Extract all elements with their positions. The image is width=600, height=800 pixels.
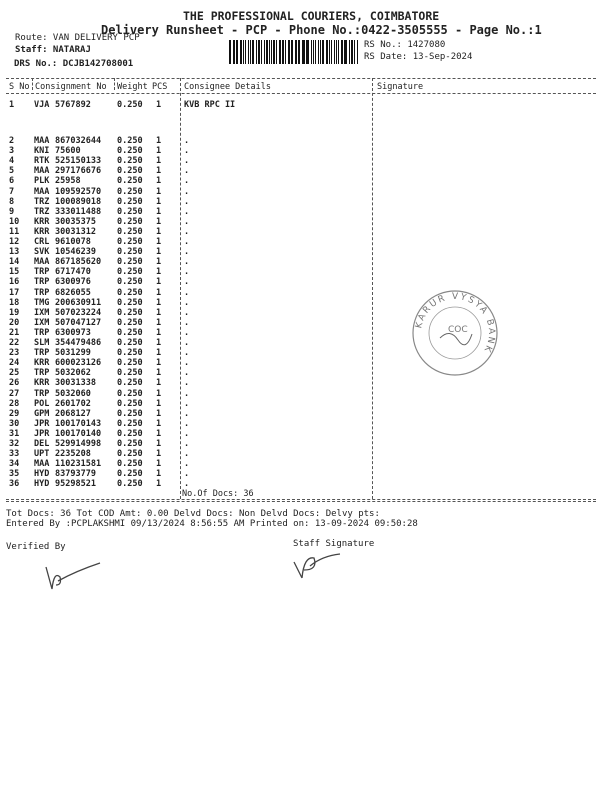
barcode-bar: [234, 40, 235, 64]
row-consignment-number: 297176676: [55, 166, 102, 177]
row-pcs: 1: [156, 247, 162, 258]
row-consignment-code: MAA: [34, 166, 50, 177]
row-sno: 27: [9, 388, 20, 399]
barcode-bar: [229, 40, 231, 64]
row-pcs: 1: [156, 100, 162, 110]
barcode-bar: [331, 40, 332, 64]
row-consignee: .: [184, 317, 190, 328]
row-consignment-number: 9610078: [55, 237, 91, 247]
row-sno: 35: [9, 469, 20, 480]
row-pcs: 1: [156, 338, 162, 348]
row-consignment-code: KRR: [34, 226, 50, 237]
row-weight: 0.250: [117, 327, 143, 338]
row-consignee: .: [184, 368, 190, 379]
row-weight: 0.250: [117, 257, 143, 268]
row-weight: 0.250: [117, 338, 143, 348]
row-consignee: .: [184, 196, 190, 207]
row-consignment-number: 109592570: [55, 186, 102, 197]
barcode-bar: [288, 40, 289, 64]
row-consignment-code: KRR: [34, 216, 50, 227]
row-sno: 11: [9, 226, 20, 237]
row-consignment-number: 100170143: [55, 418, 102, 429]
row-weight: 0.250: [117, 166, 143, 177]
row-sno: 16: [9, 277, 20, 288]
verified-by-label: Verified By: [6, 542, 66, 552]
row-pcs: 1: [156, 378, 162, 389]
row-consignment-code: KRR: [34, 358, 50, 369]
barcode-bar: [256, 40, 257, 64]
row-sno: 17: [9, 287, 20, 298]
row-pcs: 1: [156, 348, 162, 359]
row-weight: 0.250: [117, 368, 143, 379]
row-sno: 1: [9, 100, 15, 110]
row-weight: 0.250: [117, 449, 143, 460]
row-consignee: .: [184, 176, 190, 187]
row-sno: 36: [9, 479, 20, 490]
route-label: Route: VAN DELIVERY PCP: [15, 33, 140, 43]
row-consignment-number: 100089018: [55, 196, 102, 207]
row-sno: 8: [9, 196, 15, 207]
drs-number: DRS No.: DCJB142708001: [14, 59, 134, 69]
row-consignee: .: [184, 408, 190, 419]
row-consignment-number: 867032644: [55, 136, 102, 146]
row-pcs: 1: [156, 146, 162, 157]
row-consignment-number: 507047127: [55, 317, 102, 328]
row-pcs: 1: [156, 206, 162, 217]
barcode-bar: [282, 40, 284, 64]
row-sno: 31: [9, 428, 20, 439]
row-pcs: 1: [156, 166, 162, 177]
row-weight: 0.250: [117, 358, 143, 369]
row-consignment-number: 6300976: [55, 277, 91, 288]
row-weight: 0.250: [117, 277, 143, 288]
row-consignment-number: 83793779: [55, 469, 96, 480]
col-header-consignment: Consignment No: [35, 82, 107, 92]
row-sno: 13: [9, 247, 20, 258]
row-consignment-code: POL: [34, 398, 50, 409]
barcode-bar: [261, 40, 262, 64]
row-consignment-code: JPR: [34, 428, 50, 439]
col-divider: [32, 78, 33, 90]
row-weight: 0.250: [117, 287, 143, 298]
row-sno: 10: [9, 216, 20, 227]
row-consignment-number: 600023126: [55, 358, 102, 369]
row-sno: 30: [9, 418, 20, 429]
row-pcs: 1: [156, 408, 162, 419]
row-sno: 23: [9, 348, 20, 359]
row-weight: 0.250: [117, 479, 143, 490]
row-consignment-number: 200630911: [55, 297, 102, 308]
row-consignee: .: [184, 388, 190, 399]
row-weight: 0.250: [117, 136, 143, 146]
barcode-bar: [240, 40, 242, 64]
row-consignment-number: 2235208: [55, 449, 91, 460]
row-weight: 0.250: [117, 428, 143, 439]
row-pcs: 1: [156, 317, 162, 328]
row-weight: 0.250: [117, 237, 143, 247]
row-consignee: .: [184, 338, 190, 348]
barcode-bar: [269, 40, 270, 64]
row-pcs: 1: [156, 216, 162, 227]
row-sno: 34: [9, 459, 20, 470]
row-weight: 0.250: [117, 206, 143, 217]
row-pcs: 1: [156, 297, 162, 308]
barcode-bar: [285, 40, 286, 64]
row-consignee: .: [184, 358, 190, 369]
barcode-bar: [315, 40, 317, 64]
stamp-center-text: COC: [448, 325, 468, 335]
row-consignment-code: MAA: [34, 459, 50, 470]
runsheet-title: Delivery Runsheet - PCP - Phone No.:0422-3505555 - Page No.:1: [101, 23, 542, 37]
barcode-bar: [351, 40, 353, 64]
row-consignment-number: 30031312: [55, 226, 96, 237]
table-bottom-rule: [6, 499, 596, 500]
row-consignment-code: KNI: [34, 146, 50, 157]
barcode-bar: [243, 40, 244, 64]
row-sno: 29: [9, 408, 20, 419]
row-consignment-number: 95298521: [55, 479, 96, 490]
row-consignment-code: SLM: [34, 338, 50, 348]
row-sno: 4: [9, 156, 15, 167]
row-pcs: 1: [156, 287, 162, 298]
row-weight: 0.250: [117, 156, 143, 167]
col-divider: [114, 78, 115, 90]
row-weight: 0.250: [117, 378, 143, 389]
row-consignment-code: UPT: [34, 449, 50, 460]
barcode: [229, 40, 359, 64]
row-consignee: .: [184, 428, 190, 439]
barcode-bar: [289, 40, 290, 64]
bank-stamp: [410, 288, 500, 378]
row-consignment-code: DEL: [34, 439, 50, 449]
col-header-signature: Signature: [377, 82, 424, 92]
company-name: THE PROFESSIONAL COURIERS, COIMBATORE: [183, 9, 440, 23]
row-weight: 0.250: [117, 226, 143, 237]
row-consignee: .: [184, 216, 190, 227]
barcode-bar: [302, 40, 304, 64]
barcode-bar: [354, 40, 355, 64]
row-consignment-number: 5031299: [55, 348, 91, 359]
row-sno: 6: [9, 176, 15, 187]
row-sno: 14: [9, 257, 20, 268]
entered-by-line: Entered By :PCPLAKSHMI 09/13/2024 8:56:55 AM Printed on: 13-09-2024 09:50:28: [6, 519, 418, 529]
barcode-bar: [313, 40, 314, 64]
row-consignment-code: IXM: [34, 307, 50, 318]
row-consignee: .: [184, 459, 190, 470]
rs-number: RS No.: 1427080: [364, 40, 446, 50]
row-pcs: 1: [156, 267, 162, 278]
row-consignment-number: 529914998: [55, 439, 102, 449]
row-sno: 19: [9, 307, 20, 318]
row-consignee: .: [184, 449, 190, 460]
row-sno: 20: [9, 317, 20, 328]
row-sno: 22: [9, 338, 20, 348]
row-consignment-number: 6300973: [55, 327, 91, 338]
row-weight: 0.250: [117, 317, 143, 328]
row-consignment-number: 100170140: [55, 428, 102, 439]
row-consignment-code: MAA: [34, 257, 50, 268]
row-consignment-number: 30035375: [55, 216, 96, 227]
barcode-bar: [336, 40, 337, 64]
row-consignment-code: TRP: [34, 348, 50, 359]
row-consignment-code: TRP: [34, 327, 50, 338]
barcode-bar: [291, 40, 293, 64]
row-weight: 0.250: [117, 247, 143, 258]
row-weight: 0.250: [117, 297, 143, 308]
col-divider: [372, 78, 373, 499]
row-consignment-code: TRP: [34, 277, 50, 288]
row-consignment-code: TMG: [34, 297, 50, 308]
row-pcs: 1: [156, 459, 162, 470]
barcode-bar: [320, 40, 321, 64]
row-weight: 0.250: [117, 267, 143, 278]
row-consignment-code: TRP: [34, 267, 50, 278]
barcode-bar: [329, 40, 330, 64]
row-weight: 0.250: [117, 216, 143, 227]
row-consignee: .: [184, 257, 190, 268]
row-consignment-number: 10546239: [55, 247, 96, 258]
row-pcs: 1: [156, 388, 162, 399]
row-consignee: .: [184, 146, 190, 157]
row-sno: 33: [9, 449, 20, 460]
row-pcs: 1: [156, 469, 162, 480]
staff-signature: [288, 548, 348, 582]
row-consignee: .: [184, 297, 190, 308]
row-weight: 0.250: [117, 348, 143, 359]
barcode-bar: [271, 40, 272, 64]
row-pcs: 1: [156, 449, 162, 460]
row-sno: 32: [9, 439, 20, 449]
barcode-bar: [245, 40, 246, 64]
row-sno: 12: [9, 237, 20, 247]
row-consignee: .: [184, 186, 190, 197]
col-header-pcs: PCS: [152, 82, 168, 92]
table-top-rule: [6, 78, 596, 79]
row-consignment-number: 6826055: [55, 287, 91, 298]
row-sno: 15: [9, 267, 20, 278]
row-consignment-code: IXM: [34, 317, 50, 328]
barcode-bar: [349, 40, 350, 64]
row-weight: 0.250: [117, 388, 143, 399]
barcode-bar: [298, 40, 299, 64]
row-consignee: .: [184, 378, 190, 389]
row-consignee: .: [184, 156, 190, 167]
row-consignment-number: 5032062: [55, 368, 91, 379]
row-sno: 2: [9, 136, 15, 146]
barcode-bar: [295, 40, 297, 64]
col-header-consignee: Consignee Details: [184, 82, 271, 92]
row-consignee: .: [184, 136, 190, 146]
row-pcs: 1: [156, 368, 162, 379]
row-consignment-number: 6717470: [55, 267, 91, 278]
row-consignment-number: 354479486: [55, 338, 102, 348]
row-weight: 0.250: [117, 469, 143, 480]
row-pcs: 1: [156, 136, 162, 146]
barcode-bar: [233, 40, 234, 64]
row-consignment-number: 5767892: [55, 100, 91, 110]
barcode-bar: [276, 40, 277, 64]
row-consignment-code: KRR: [34, 378, 50, 389]
barcode-bar: [306, 40, 307, 64]
row-consignment-number: 333011488: [55, 206, 102, 217]
row-consignee: .: [184, 439, 190, 449]
row-sno: 18: [9, 297, 20, 308]
row-consignee: .: [184, 418, 190, 429]
row-consignment-code: GPM: [34, 408, 50, 419]
rs-date: RS Date: 13-Sep-2024: [364, 52, 473, 62]
barcode-bar: [357, 40, 358, 64]
row-consignment-number: 75600: [55, 146, 81, 157]
barcode-bar: [345, 40, 347, 64]
row-consignee: .: [184, 267, 190, 278]
row-weight: 0.250: [117, 146, 143, 157]
row-pcs: 1: [156, 196, 162, 207]
row-consignment-code: MAA: [34, 136, 50, 146]
barcode-bar: [344, 40, 345, 64]
row-consignment-code: TRP: [34, 368, 50, 379]
row-sno: 5: [9, 166, 15, 177]
row-consignment-code: JPR: [34, 418, 50, 429]
barcode-bar: [250, 40, 252, 64]
row-consignee: .: [184, 166, 190, 177]
col-divider: [180, 78, 181, 499]
row-consignee: .: [184, 479, 190, 490]
row-consignment-code: TRZ: [34, 206, 50, 217]
row-weight: 0.250: [117, 307, 143, 318]
row-pcs: 1: [156, 479, 162, 490]
barcode-bar: [318, 40, 319, 64]
no-of-docs: No.Of Docs: 36: [182, 489, 254, 499]
row-weight: 0.250: [117, 408, 143, 419]
row-consignment-number: 2601702: [55, 398, 91, 409]
row-pcs: 1: [156, 418, 162, 429]
col-header-sno: S No: [9, 82, 30, 92]
table-header-rule: [6, 93, 596, 94]
barcode-bar: [322, 40, 324, 64]
row-pcs: 1: [156, 176, 162, 187]
row-weight: 0.250: [117, 196, 143, 207]
totals-line: Tot Docs: 36 Tot COD Amt: 0.00 Delvd Docs: Non Delvd Docs: Delvy pts:: [6, 509, 380, 519]
row-consignment-number: 25958: [55, 176, 81, 187]
barcode-bar: [338, 40, 339, 64]
row-sno: 3: [9, 146, 15, 157]
row-consignment-number: 525150133: [55, 156, 102, 167]
row-consignment-code: CRL: [34, 237, 50, 247]
row-consignee: .: [184, 327, 190, 338]
row-sno: 21: [9, 327, 20, 338]
barcode-bar: [273, 40, 275, 64]
row-consignment-number: 507023224: [55, 307, 102, 318]
row-pcs: 1: [156, 439, 162, 449]
row-consignee: .: [184, 398, 190, 409]
row-consignment-code: TRP: [34, 388, 50, 399]
row-pcs: 1: [156, 237, 162, 247]
row-consignment-code: HYD: [34, 479, 50, 490]
stamp-bank-text: KARUR VYSYA BANK: [414, 291, 497, 355]
row-pcs: 1: [156, 226, 162, 237]
staff-label: Staff: NATARAJ: [15, 45, 91, 55]
barcode-bar: [252, 40, 254, 64]
row-sno: 28: [9, 398, 20, 409]
row-sno: 26: [9, 378, 20, 389]
row-sno: 9: [9, 206, 15, 217]
row-consignment-number: 5032060: [55, 388, 91, 399]
row-weight: 0.250: [117, 459, 143, 470]
row-consignee: .: [184, 348, 190, 359]
row-pcs: 1: [156, 307, 162, 318]
barcode-bar: [341, 40, 343, 64]
row-consignment-code: PLK: [34, 176, 50, 187]
barcode-bar: [266, 40, 268, 64]
row-consignment-number: 867185620: [55, 257, 102, 268]
row-consignment-code: RTK: [34, 156, 50, 167]
row-consignment-code: VJA: [34, 100, 50, 110]
verifier-signature: [36, 555, 106, 595]
barcode-bar: [264, 40, 265, 64]
row-pcs: 1: [156, 358, 162, 369]
row-pcs: 1: [156, 186, 162, 197]
row-consignment-code: TRP: [34, 287, 50, 298]
row-weight: 0.250: [117, 186, 143, 197]
row-pcs: 1: [156, 277, 162, 288]
row-pcs: 1: [156, 428, 162, 439]
row-sno: 25: [9, 368, 20, 379]
barcode-bar: [258, 40, 260, 64]
row-pcs: 1: [156, 398, 162, 409]
row-sno: 24: [9, 358, 20, 369]
staff-signature-label: Staff Signature: [293, 539, 375, 549]
row-pcs: 1: [156, 156, 162, 167]
footer-rule: [6, 501, 596, 502]
row-sno: 7: [9, 186, 15, 197]
barcode-bar: [236, 40, 238, 64]
row-consignee: .: [184, 226, 190, 237]
row-consignment-number: 2068127: [55, 408, 91, 419]
row-consignment-code: TRZ: [34, 196, 50, 207]
row-pcs: 1: [156, 257, 162, 268]
row-consignee: .: [184, 307, 190, 318]
row-consignee: .: [184, 469, 190, 480]
barcode-bar: [279, 40, 281, 64]
barcode-bar: [248, 40, 249, 64]
row-weight: 0.250: [117, 176, 143, 187]
row-consignee: .: [184, 287, 190, 298]
row-weight: 0.250: [117, 418, 143, 429]
barcode-bar: [311, 40, 312, 64]
barcode-bar: [326, 40, 328, 64]
row-weight: 0.250: [117, 100, 143, 110]
row-consignee: .: [184, 277, 190, 288]
row-consignment-code: SVK: [34, 247, 50, 258]
row-consignee: KVB RPC II: [184, 100, 236, 110]
row-consignee: .: [184, 247, 190, 258]
row-consignment-number: 110231581: [55, 459, 102, 470]
row-consignment-code: MAA: [34, 186, 50, 197]
row-consignee: .: [184, 237, 190, 247]
row-pcs: 1: [156, 327, 162, 338]
row-weight: 0.250: [117, 439, 143, 449]
barcode-bar: [299, 40, 300, 64]
barcode-bar: [307, 40, 309, 64]
barcode-bar: [334, 40, 336, 64]
row-consignment-code: HYD: [34, 469, 50, 480]
row-weight: 0.250: [117, 398, 143, 409]
col-header-weight: Weight: [117, 82, 148, 92]
row-consignee: .: [184, 206, 190, 217]
row-consignment-number: 30031338: [55, 378, 96, 389]
